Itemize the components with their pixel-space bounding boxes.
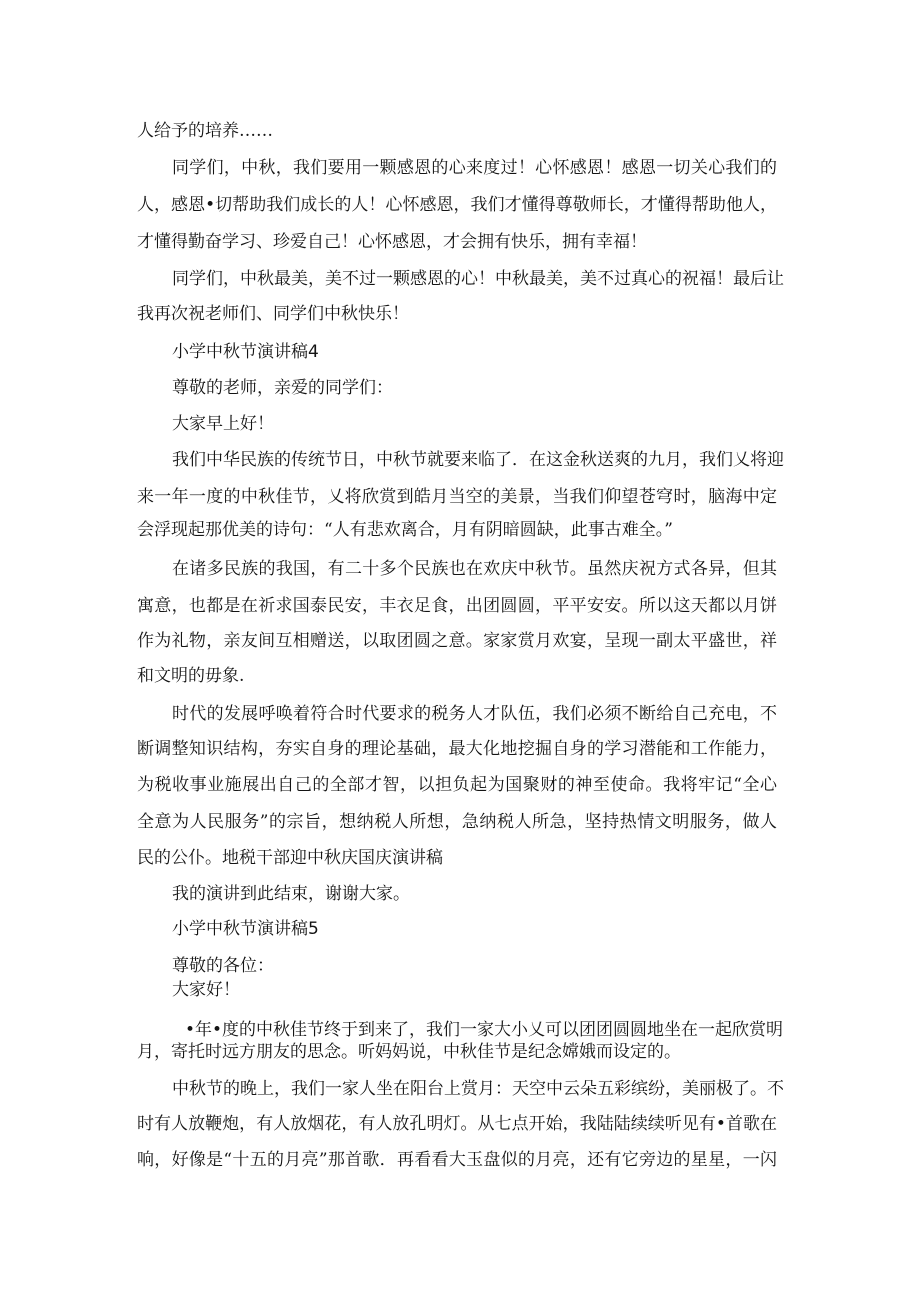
text-line: 会浮现起那优美的诗句：“人有悲欢离合，月有阴暗圆缺，此事古难全。” [137, 520, 673, 540]
salutation: 尊敬的各位： [172, 956, 274, 976]
text-line: 人，感恩•切帮助我们成长的人！心怀感恩，我们才懂得尊敬师长，才懂得帮助他人， [137, 195, 777, 215]
text-line: 才懂得勤奋学习、珍爱自己！心怀感恩，才会拥有快乐，拥有幸福！ [137, 232, 647, 252]
text-line: 人给予的培养…… [137, 121, 273, 141]
text-line: 全意为人民服务”的宗旨，想纳税人所想，急纳税人所急，坚持热情文明服务，做人 [137, 812, 777, 832]
text-line: 和文明的毋象. [137, 666, 245, 686]
paragraph-start-line: 中秋节的晚上，我们一家人坐在阳台上赏月：天空中云朵五彩缤纷，美丽极了。不 [172, 1079, 784, 1099]
paragraph-start-line: 同学们，中秋，我们要用一颗感恩的心来度过！心怀感恩！感恩一切关心我们的 [172, 158, 777, 178]
salutation: 尊敬的老师，亲爱的同学们： [172, 378, 393, 398]
section-heading: 小学中秋节演讲稿4 [172, 342, 319, 362]
text-line: 作为礼物，亲友间互相赠送，以取团圆之意。家家赏月欢宴，呈现一副太平盛世，祥 [137, 631, 777, 651]
text-line: 我再次祝老师们、同学们中秋快乐！ [137, 304, 409, 324]
text-line: 来一年一度的中秋佳节，乂将欣赏到皓月当空的美景，当我们仰望苍穹时，脑海中定 [137, 487, 777, 507]
text-line: 月，寄托时远方朋友的思念。听妈妈说，中秋佳节是纪念嫦娥而设定的。 [137, 1042, 681, 1062]
text-line: 时有人放鞭炮，有人放烟花，有人放孔明灯。从七点开始，我陆陆续续听见有•首歌在 [137, 1114, 777, 1134]
greeting: 大家早上好！ [172, 414, 274, 434]
paragraph-start-line: 同学们，中秋最美，美不过一颗感恩的心！中秋最美，美不过真心的祝福！最后让 [172, 269, 784, 289]
paragraph-start-line: 在诸多民族的我国，有二十多个民族也在欢庆中秋节。虽然庆祝方式各异，但其 [172, 559, 777, 579]
text-line: 断调整知识结构，夯实自身的理论基础，最大化地挖掘自身的学习潜能和工作能力， [137, 739, 777, 759]
closing-line: 我的演讲到此结束，谢谢大家。 [172, 884, 410, 904]
paragraph-start-line: 我们中华民族的传统节日，中秋节就要来临了．在这金秋送爽的九月，我们乂将迎 [172, 450, 784, 470]
text-line: 响，好像是“十五的月亮”那首歌．再看看大玉盘似的月亮，还有它旁边的星星，一闪 [137, 1150, 777, 1170]
paragraph-start-line: •年•度的中秋佳节终于到来了，我们一家大小乂可以团团圆圆地坐在一起欣赏明 [185, 1020, 784, 1040]
text-line: 为税收事业施展出自己的全部才智，以担负起为国聚财的神至使命。我将牢记“全心 [137, 775, 777, 795]
paragraph-start-line: 时代的发展呼唤着符合时代要求的税务人才队伍，我们必须不断给自己充电，不 [172, 704, 777, 724]
section-heading: 小学中秋节演讲稿5 [172, 919, 319, 939]
text-line: 寓意，也都是在祈求国泰民安，丰衣足食，出团圆圆，平平安安。所以这天都以月饼 [137, 596, 777, 616]
text-line: 民的公仆。地税干部迎中秋庆国庆演讲稿 [137, 848, 443, 868]
greeting: 大家好！ [172, 980, 240, 1000]
